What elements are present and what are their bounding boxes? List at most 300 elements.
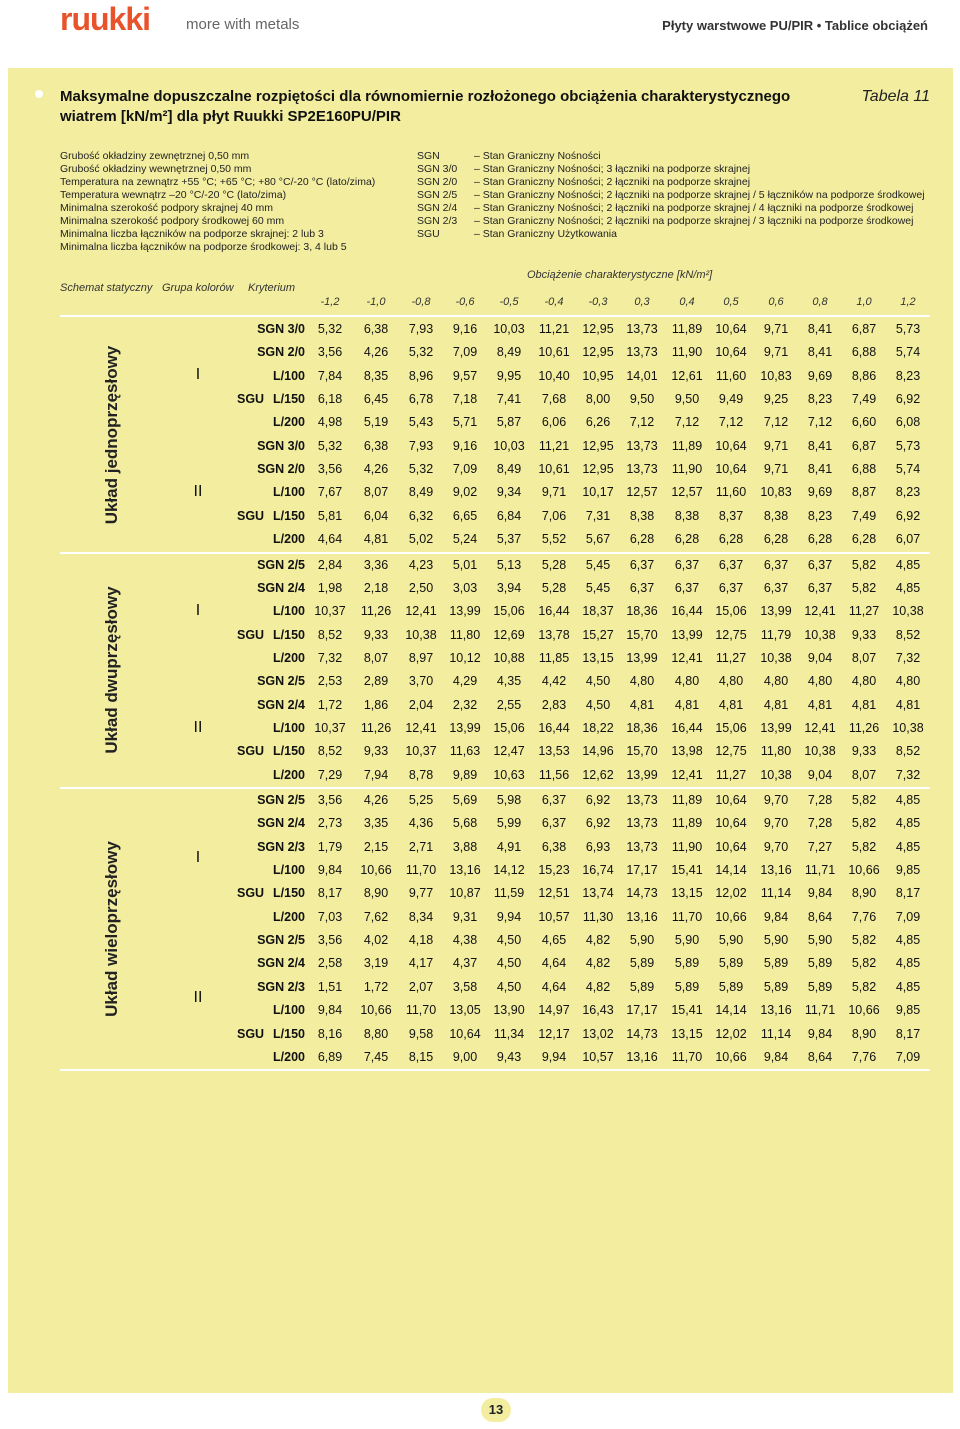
span-value-cell: 11,70 (405, 863, 437, 878)
span-value-cell: 13,16 (626, 909, 658, 924)
span-value-cell: 9,70 (763, 816, 789, 831)
span-value-cell: 10,61 (538, 462, 570, 477)
span-value-cell: 5,52 (541, 532, 567, 547)
span-value-cell: 10,03 (493, 438, 525, 453)
table-row (0, 411, 960, 434)
span-value-cell: 4,38 (452, 933, 478, 948)
span-value-cell: 1,98 (317, 580, 343, 595)
span-value-cell: 11,71 (804, 863, 836, 878)
span-value-cell: 7,28 (807, 793, 833, 807)
span-value-cell: 11,71 (804, 1003, 836, 1018)
span-value-cell: 13,99 (760, 604, 792, 619)
span-value-cell: 9,00 (452, 1049, 478, 1064)
span-value-cell: 15,06 (493, 604, 525, 619)
span-value-cell: 8,34 (408, 909, 434, 924)
span-value-cell: 7,32 (895, 650, 921, 665)
table-row (0, 836, 960, 859)
table-row (0, 812, 960, 835)
span-value-cell: 6,37 (807, 557, 833, 572)
span-value-cell: 5,13 (496, 557, 522, 572)
span-value-cell: 11,90 (671, 839, 703, 854)
span-value-cell: 4,81 (895, 697, 921, 712)
span-value-cell: 5,28 (541, 580, 567, 595)
section-divider (60, 315, 930, 317)
table-row (0, 528, 960, 551)
col-header-criterion: Kryterium (248, 282, 296, 294)
table-row (0, 976, 960, 999)
table-row (0, 859, 960, 882)
span-value-cell: 13,16 (760, 1003, 792, 1018)
span-value-cell: 11,70 (671, 909, 703, 924)
span-value-cell: 5,82 (851, 933, 877, 948)
span-value-cell: 5,28 (541, 557, 567, 572)
span-value-cell: 4,29 (452, 674, 478, 689)
span-value-cell: 11,90 (671, 345, 703, 360)
span-value-cell: 6,04 (363, 508, 389, 523)
span-value-cell: 7,76 (851, 909, 877, 924)
sgu-label: SGU (237, 1026, 265, 1041)
span-value-cell: 5,89 (807, 956, 833, 971)
span-value-cell: 1,72 (363, 979, 389, 994)
span-value-cell: 4,81 (807, 697, 833, 712)
span-value-cell: 10,66 (715, 909, 747, 924)
span-value-cell: 18,36 (626, 720, 658, 735)
span-value-cell: 6,92 (585, 816, 611, 831)
span-value-cell: 4,37 (452, 956, 478, 971)
span-value-cell: 5,68 (452, 816, 478, 831)
span-value-cell: 8,38 (629, 508, 655, 523)
span-value-cell: 9,71 (763, 462, 789, 477)
span-value-cell: 4,82 (585, 979, 611, 994)
span-value-cell: 13,16 (449, 863, 481, 878)
span-value-cell: 8,52 (317, 627, 343, 642)
span-value-cell: 5,32 (408, 345, 434, 360)
span-value-cell: 11,34 (493, 1026, 525, 1041)
span-value-cell: 6,37 (541, 793, 567, 807)
legend-abbr: SGN 2/0 (417, 176, 458, 188)
span-value-cell: 9,16 (452, 322, 478, 336)
span-value-cell: 9,89 (452, 767, 478, 782)
legend-desc: – Stan Graniczny Nośności; 2 łączniki na podporze skrajnej / 5 łączników na podporze środkowej (474, 189, 925, 201)
span-value-cell: 8,38 (763, 508, 789, 523)
span-value-cell: 2,89 (363, 674, 389, 689)
span-value-cell: 6,87 (851, 322, 877, 336)
span-value-cell: 15,27 (582, 627, 614, 642)
legend-desc: – Stan Graniczny Nośności; 3 łączniki na podporze skrajnej (474, 163, 751, 175)
span-value-cell: 6,28 (718, 532, 744, 547)
span-value-cell: 9,69 (807, 485, 833, 500)
span-value-cell: 6,28 (851, 532, 877, 547)
assumption-line: Minimalna liczba łączników na podporze skrajnej: 2 lub 3 (60, 228, 324, 240)
abbreviations-legend (417, 150, 925, 241)
table-row (0, 929, 960, 952)
span-value-cell: 8,17 (317, 886, 343, 901)
criterion-label: SGN 3/0 (257, 322, 305, 336)
static-scheme-label: Układ dwuprzęsłowy (102, 586, 121, 754)
span-value-cell: 11,21 (538, 438, 570, 453)
span-value-cell: 4,26 (363, 462, 389, 477)
span-value-cell: 12,47 (493, 744, 525, 759)
span-value-cell: 5,89 (674, 956, 700, 971)
table-row (0, 1023, 960, 1046)
span-value-cell: 2,18 (363, 580, 389, 595)
span-value-cell: 9,33 (851, 744, 877, 759)
span-value-cell: 6,28 (629, 532, 655, 547)
span-value-cell: 4,85 (895, 933, 921, 948)
span-value-cell: 5,89 (807, 979, 833, 994)
span-value-cell: 7,49 (851, 392, 877, 407)
span-value-cell: 4,81 (363, 532, 389, 547)
span-value-cell: 4,85 (895, 580, 921, 595)
span-value-cell: 13,99 (449, 604, 481, 619)
span-value-cell: 8,49 (496, 462, 522, 477)
span-value-cell: 5,90 (763, 933, 789, 948)
span-value-cell: 13,73 (626, 345, 658, 360)
span-value-cell: 2,07 (408, 979, 434, 994)
sgu-label: SGU (237, 627, 265, 642)
span-value-cell: 10,87 (449, 886, 481, 901)
load-value: -0,4 (544, 296, 564, 308)
span-value-cell: 13,73 (626, 839, 658, 854)
table-number: Tabela 11 (861, 88, 930, 105)
table-row (0, 624, 960, 647)
color-group-label: II (193, 718, 203, 736)
span-value-cell: 5,82 (851, 839, 877, 854)
legend-desc: – Stan Graniczny Nośności; 2 łączniki na podporze skrajnej / 4 łączniki na podporze środkowej (474, 202, 914, 214)
span-value-cell: 9,58 (408, 1026, 434, 1041)
legend-abbr: SGN 2/4 (417, 202, 458, 214)
span-value-cell: 9,50 (629, 392, 655, 407)
span-value-cell: 2,50 (408, 580, 434, 595)
span-value-cell: 10,17 (582, 485, 614, 500)
span-value-cell: 9,84 (317, 863, 343, 878)
span-value-cell: 7,12 (629, 415, 655, 430)
span-value-cell: 5,89 (629, 956, 655, 971)
bullet-icon (35, 90, 43, 98)
legend-abbr: SGN 2/5 (417, 189, 458, 201)
load-value: -1,2 (320, 296, 340, 308)
criterion-label: L/100 (273, 1003, 305, 1018)
span-value-cell: 12,51 (538, 886, 570, 901)
sgu-label: SGU (237, 886, 265, 901)
span-value-cell: 8,17 (895, 1026, 921, 1041)
span-value-cell: 8,78 (408, 767, 434, 782)
span-value-cell: 11,60 (715, 485, 747, 500)
span-value-cell: 7,94 (363, 767, 389, 782)
span-value-cell: 9,85 (895, 863, 921, 878)
criterion-label: SGN 2/3 (257, 839, 305, 854)
span-value-cell: 3,03 (452, 580, 478, 595)
span-value-cell: 6,37 (807, 580, 833, 595)
span-value-cell: 16,44 (671, 720, 703, 735)
span-value-cell: 10,38 (405, 627, 437, 642)
span-value-cell: 9,84 (763, 1049, 789, 1064)
span-value-cell: 3,58 (452, 979, 478, 994)
span-value-cell: 5,81 (317, 508, 343, 523)
span-value-cell: 10,88 (493, 650, 525, 665)
legend-line (417, 189, 925, 202)
criterion-label: L/150 (273, 1026, 305, 1041)
span-value-cell: 5,90 (629, 933, 655, 948)
span-value-cell: 18,36 (626, 604, 658, 619)
span-value-cell: 10,38 (804, 627, 836, 642)
span-value-cell: 14,12 (493, 863, 525, 878)
table-row (0, 764, 960, 787)
span-value-cell: 10,64 (449, 1026, 481, 1041)
span-value-cell: 4,81 (674, 697, 700, 712)
span-value-cell: 11,79 (760, 627, 792, 642)
span-value-cell: 6,37 (629, 580, 655, 595)
span-value-cell: 4,26 (363, 345, 389, 360)
section-divider (60, 1069, 930, 1071)
legend-desc: – Stan Graniczny Użytkowania (474, 228, 617, 240)
span-value-cell: 18,22 (582, 720, 614, 735)
span-value-cell: 12,75 (715, 627, 747, 642)
span-value-cell: 4,50 (496, 933, 522, 948)
table-row (0, 458, 960, 481)
span-value-cell: 9,33 (851, 627, 877, 642)
span-value-cell: 7,27 (807, 839, 833, 854)
span-value-cell: 8,49 (408, 485, 434, 500)
legend-desc: – Stan Graniczny Nośności; 2 łączniki na podporze skrajnej (474, 176, 751, 188)
criterion-label: SGN 2/5 (257, 933, 305, 948)
table-row (0, 882, 960, 905)
span-value-cell: 5,89 (718, 979, 744, 994)
span-value-cell: 10,12 (449, 650, 481, 665)
span-value-cell: 15,70 (626, 744, 658, 759)
span-value-cell: 13,73 (626, 816, 658, 831)
span-value-cell: 2,32 (452, 697, 478, 712)
span-value-cell: 10,38 (760, 767, 792, 782)
span-value-cell: 10,38 (760, 650, 792, 665)
load-header: Obciążenie charakterystyczne [kN/m²] (527, 269, 713, 281)
span-value-cell: 8,07 (363, 650, 389, 665)
span-value-cell: 10,83 (760, 485, 792, 500)
span-value-cell: 4,80 (629, 674, 655, 689)
span-value-cell: 9,31 (452, 909, 478, 924)
ruukki-logo[interactable] (60, 3, 150, 35)
span-value-cell: 2,83 (541, 697, 567, 712)
criterion-label: L/200 (273, 909, 305, 924)
span-value-cell: 13,98 (671, 744, 703, 759)
span-value-cell: 10,64 (715, 839, 747, 854)
color-group-label: II (193, 989, 203, 1007)
span-value-cell: 11,27 (715, 767, 747, 782)
span-value-cell: 4,36 (408, 816, 434, 831)
span-value-cell: 10,57 (538, 909, 570, 924)
span-value-cell: 5,37 (496, 532, 522, 547)
span-value-cell: 8,49 (496, 345, 522, 360)
span-value-cell: 10,66 (848, 863, 880, 878)
span-value-cell: 6,28 (763, 532, 789, 547)
criterion-label: SGN 2/4 (257, 816, 305, 831)
span-value-cell: 3,19 (363, 956, 389, 971)
criterion-label: L/150 (273, 627, 305, 642)
load-value: 0,5 (723, 296, 739, 308)
span-value-cell: 10,83 (760, 368, 792, 383)
span-value-cell: 5,99 (496, 816, 522, 831)
span-value-cell: 3,36 (363, 557, 389, 572)
legend-line (417, 215, 925, 228)
table-row (0, 554, 960, 577)
table-row (0, 435, 960, 458)
span-value-cell: 6,37 (718, 557, 744, 572)
span-value-cell: 9,57 (452, 368, 478, 383)
span-value-cell: 13,99 (626, 650, 658, 665)
span-value-cell: 14,14 (715, 1003, 747, 1018)
span-value-cell: 4,02 (363, 933, 389, 948)
span-value-cell: 4,81 (763, 697, 789, 712)
span-value-cell: 11,14 (760, 1026, 792, 1041)
span-value-cell: 10,64 (715, 438, 747, 453)
span-value-cell: 5,25 (408, 793, 434, 807)
span-value-cell: 12,69 (493, 627, 525, 642)
span-value-cell: 12,41 (671, 650, 703, 665)
criterion-label: SGN 2/3 (257, 979, 305, 994)
span-value-cell: 13,73 (626, 438, 658, 453)
span-value-cell: 8,00 (585, 392, 611, 407)
span-value-cell: 12,62 (582, 767, 614, 782)
load-value: 0,6 (768, 296, 784, 308)
span-value-cell: 6,28 (807, 532, 833, 547)
span-value-cell: 7,41 (496, 392, 522, 407)
span-value-cell: 11,90 (671, 462, 703, 477)
table-row (0, 789, 960, 812)
assumption-line: Minimalna szerokość podpory skrajnej 40 mm (60, 202, 273, 214)
criterion-label: SGN 2/5 (257, 793, 305, 807)
span-value-cell: 5,89 (718, 956, 744, 971)
span-value-cell: 6,37 (629, 557, 655, 572)
table-row (0, 388, 960, 411)
span-value-cell: 8,16 (317, 1026, 343, 1041)
color-group-label: I (195, 601, 201, 619)
span-value-cell: 8,97 (408, 650, 434, 665)
span-value-cell: 10,64 (715, 816, 747, 831)
span-value-cell: 9,43 (496, 1049, 522, 1064)
span-value-cell: 6,65 (452, 508, 478, 523)
span-value-cell: 11,89 (671, 816, 703, 831)
span-value-cell: 12,57 (671, 485, 703, 500)
span-value-cell: 10,37 (314, 604, 346, 619)
span-value-cell: 4,82 (585, 933, 611, 948)
assumptions-list (60, 150, 375, 254)
span-value-cell: 4,64 (541, 979, 567, 994)
assumption-line: Grubość okładziny zewnętrznej 0,50 mm (60, 150, 250, 162)
span-value-cell: 8,96 (408, 368, 434, 383)
span-value-cell: 7,09 (895, 1049, 921, 1064)
span-value-cell: 8,07 (851, 767, 877, 782)
load-value: -1,0 (366, 296, 386, 308)
span-value-cell: 9,71 (763, 322, 789, 336)
span-value-cell: 5,82 (851, 979, 877, 994)
table-row (0, 505, 960, 528)
span-value-cell: 13,05 (449, 1003, 481, 1018)
span-value-cell: 10,64 (715, 793, 747, 807)
span-value-cell: 14,97 (538, 1003, 570, 1018)
span-value-cell: 9,84 (807, 1026, 833, 1041)
load-value: 1,2 (900, 296, 916, 308)
span-value-cell: 9,04 (807, 767, 833, 782)
table-row (0, 365, 960, 388)
span-value-cell: 4,80 (807, 674, 833, 689)
span-value-cell: 6,92 (895, 392, 921, 407)
span-value-cell: 8,64 (807, 909, 833, 924)
span-value-cell: 11,27 (715, 650, 747, 665)
span-value-cell: 3,56 (317, 793, 343, 807)
span-value-cell: 4,85 (895, 979, 921, 994)
span-value-cell: 13,74 (582, 886, 614, 901)
span-value-cell: 10,57 (582, 1049, 614, 1064)
span-value-cell: 5,82 (851, 580, 877, 595)
criterion-label: L/100 (273, 863, 305, 878)
span-value-cell: 6,84 (496, 508, 522, 523)
criterion-label: SGN 2/5 (257, 557, 305, 572)
span-value-cell: 9,95 (496, 368, 522, 383)
span-value-cell: 7,31 (585, 508, 611, 523)
span-value-cell: 5,90 (674, 933, 700, 948)
legend-desc: – Stan Graniczny Nośności (474, 150, 601, 162)
span-value-cell: 4,82 (585, 956, 611, 971)
span-value-cell: 10,37 (405, 744, 437, 759)
span-value-cell: 4,50 (496, 979, 522, 994)
sgu-label: SGU (237, 392, 265, 407)
span-value-cell: 12,41 (804, 720, 836, 735)
span-value-cell: 8,41 (807, 322, 833, 336)
span-value-cell: 6,37 (718, 580, 744, 595)
span-value-cell: 8,86 (851, 368, 877, 383)
span-value-cell: 4,85 (895, 557, 921, 572)
span-value-cell: 2,73 (317, 816, 343, 831)
legend-abbr: SGN 2/3 (417, 215, 458, 227)
span-value-cell: 6,92 (585, 793, 611, 807)
span-value-cell: 9,84 (317, 1003, 343, 1018)
span-value-cell: 11,89 (671, 793, 703, 807)
span-value-cell: 13,99 (626, 767, 658, 782)
span-value-cell: 13,73 (626, 462, 658, 477)
legend-line (417, 176, 925, 189)
span-value-cell: 15,23 (538, 863, 570, 878)
table-row (0, 1046, 960, 1069)
table-row (0, 670, 960, 693)
span-value-cell: 5,71 (452, 415, 478, 430)
load-value: 0,8 (812, 296, 828, 308)
span-value-cell: 13,73 (626, 793, 658, 807)
span-value-cell: 4,81 (718, 697, 744, 712)
span-value-cell: 4,85 (895, 816, 921, 831)
static-scheme-label: Układ jednoprzęsłowy (102, 345, 121, 525)
span-value-cell: 6,92 (895, 508, 921, 523)
span-value-cell: 13,99 (760, 720, 792, 735)
span-value-cell: 11,80 (760, 744, 792, 759)
criterion-label: L/200 (273, 1049, 305, 1064)
table-row (0, 341, 960, 364)
span-value-cell: 9,71 (763, 438, 789, 453)
span-value-cell: 6,93 (585, 839, 611, 854)
span-value-cell: 5,73 (895, 438, 921, 453)
span-value-cell: 1,79 (317, 839, 343, 854)
span-value-cell: 5,69 (452, 793, 478, 807)
span-value-cell: 5,74 (895, 462, 921, 477)
span-value-cell: 6,87 (851, 438, 877, 453)
span-value-cell: 7,06 (541, 508, 567, 523)
span-value-cell: 5,90 (718, 933, 744, 948)
span-value-cell: 12,95 (582, 322, 614, 336)
span-value-cell: 7,67 (317, 485, 343, 500)
header-section-title: Płyty warstwowe PU/PIR • Tablice obciążeń (662, 18, 928, 33)
span-value-cell: 8,90 (363, 886, 389, 901)
span-value-cell: 8,23 (895, 368, 921, 383)
span-value-cell: 8,35 (363, 368, 389, 383)
